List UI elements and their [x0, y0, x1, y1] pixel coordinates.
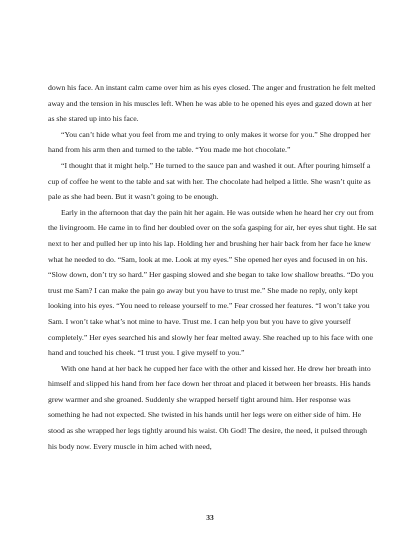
- paragraph-3: “I thought that it might help.” He turned to the sauce pan and washed it out. After pouring himself a cup of coffee he went to the table and sat with her. The chocolate had helped a little. She wasn’t quite as pale as she had been. But it wasn’t going to be enough.: [48, 160, 371, 202]
- paragraph-2: “You can’t hide what you feel from me and trying to only makes it worse for you.” She dropped her hand from his arm then and turned to the table. “You made me hot chocolate.”: [48, 129, 371, 155]
- body-text: [48, 80, 378, 454]
- paragraph-4: Early in the afternoon that day the pain hit her again. He was outside when he heard her cry out from the livingroom. He came in to find her doubled over on the sofa gasping for air, her eyes shut tight. He sat next to her and pulled her up into his lap. Holding her and brushing her hair back from her face he knew what he needed to do. “Sam, look at me. Look at my eyes.” She opened her eyes and focused in on his. “Slow down, don’t try so hard.” Her gasping slowed and she began to take low shallow breaths. “Do you trust me Sam? I can make the pain go away but you have to trust me.” She made no reply, only kept looking into his eyes. “You need to release yourself to me.” Fear crossed her features. “I won’t take you Sam. I won’t take what’s not mine to have. Trust me. I can help you but you have to give yourself completely.” Her eyes searched his and slowly her fear melted away. She reached up to his face with one hand and touched his cheek. “I trust you. I give myself to you.”: [48, 207, 377, 358]
- paragraph-1: down his face. An instant calm came over him as his eyes closed. The anger and frustration he felt melted away and the tension in his muscles left. When he was able to he opened his eyes and gazed down at her as she stared up into his face.: [48, 83, 376, 124]
- paragraph-5: With one hand at her back he cupped her face with the other and kissed her. He drew her breath into himself and slipped his hand from her face down her throat and placed it between her breasts. His hands grew warmer and she groaned. Suddenly she wrapped herself tight around him. Her response was something he had not expected. She twisted in his hands until her legs were on either side of him. He stood as she wrapped her legs tightly around his waist. Oh God! The desire, the need, it pulsed through his body now. Every muscle in him ached with need,: [48, 363, 371, 451]
- page-number: 33: [206, 513, 214, 522]
